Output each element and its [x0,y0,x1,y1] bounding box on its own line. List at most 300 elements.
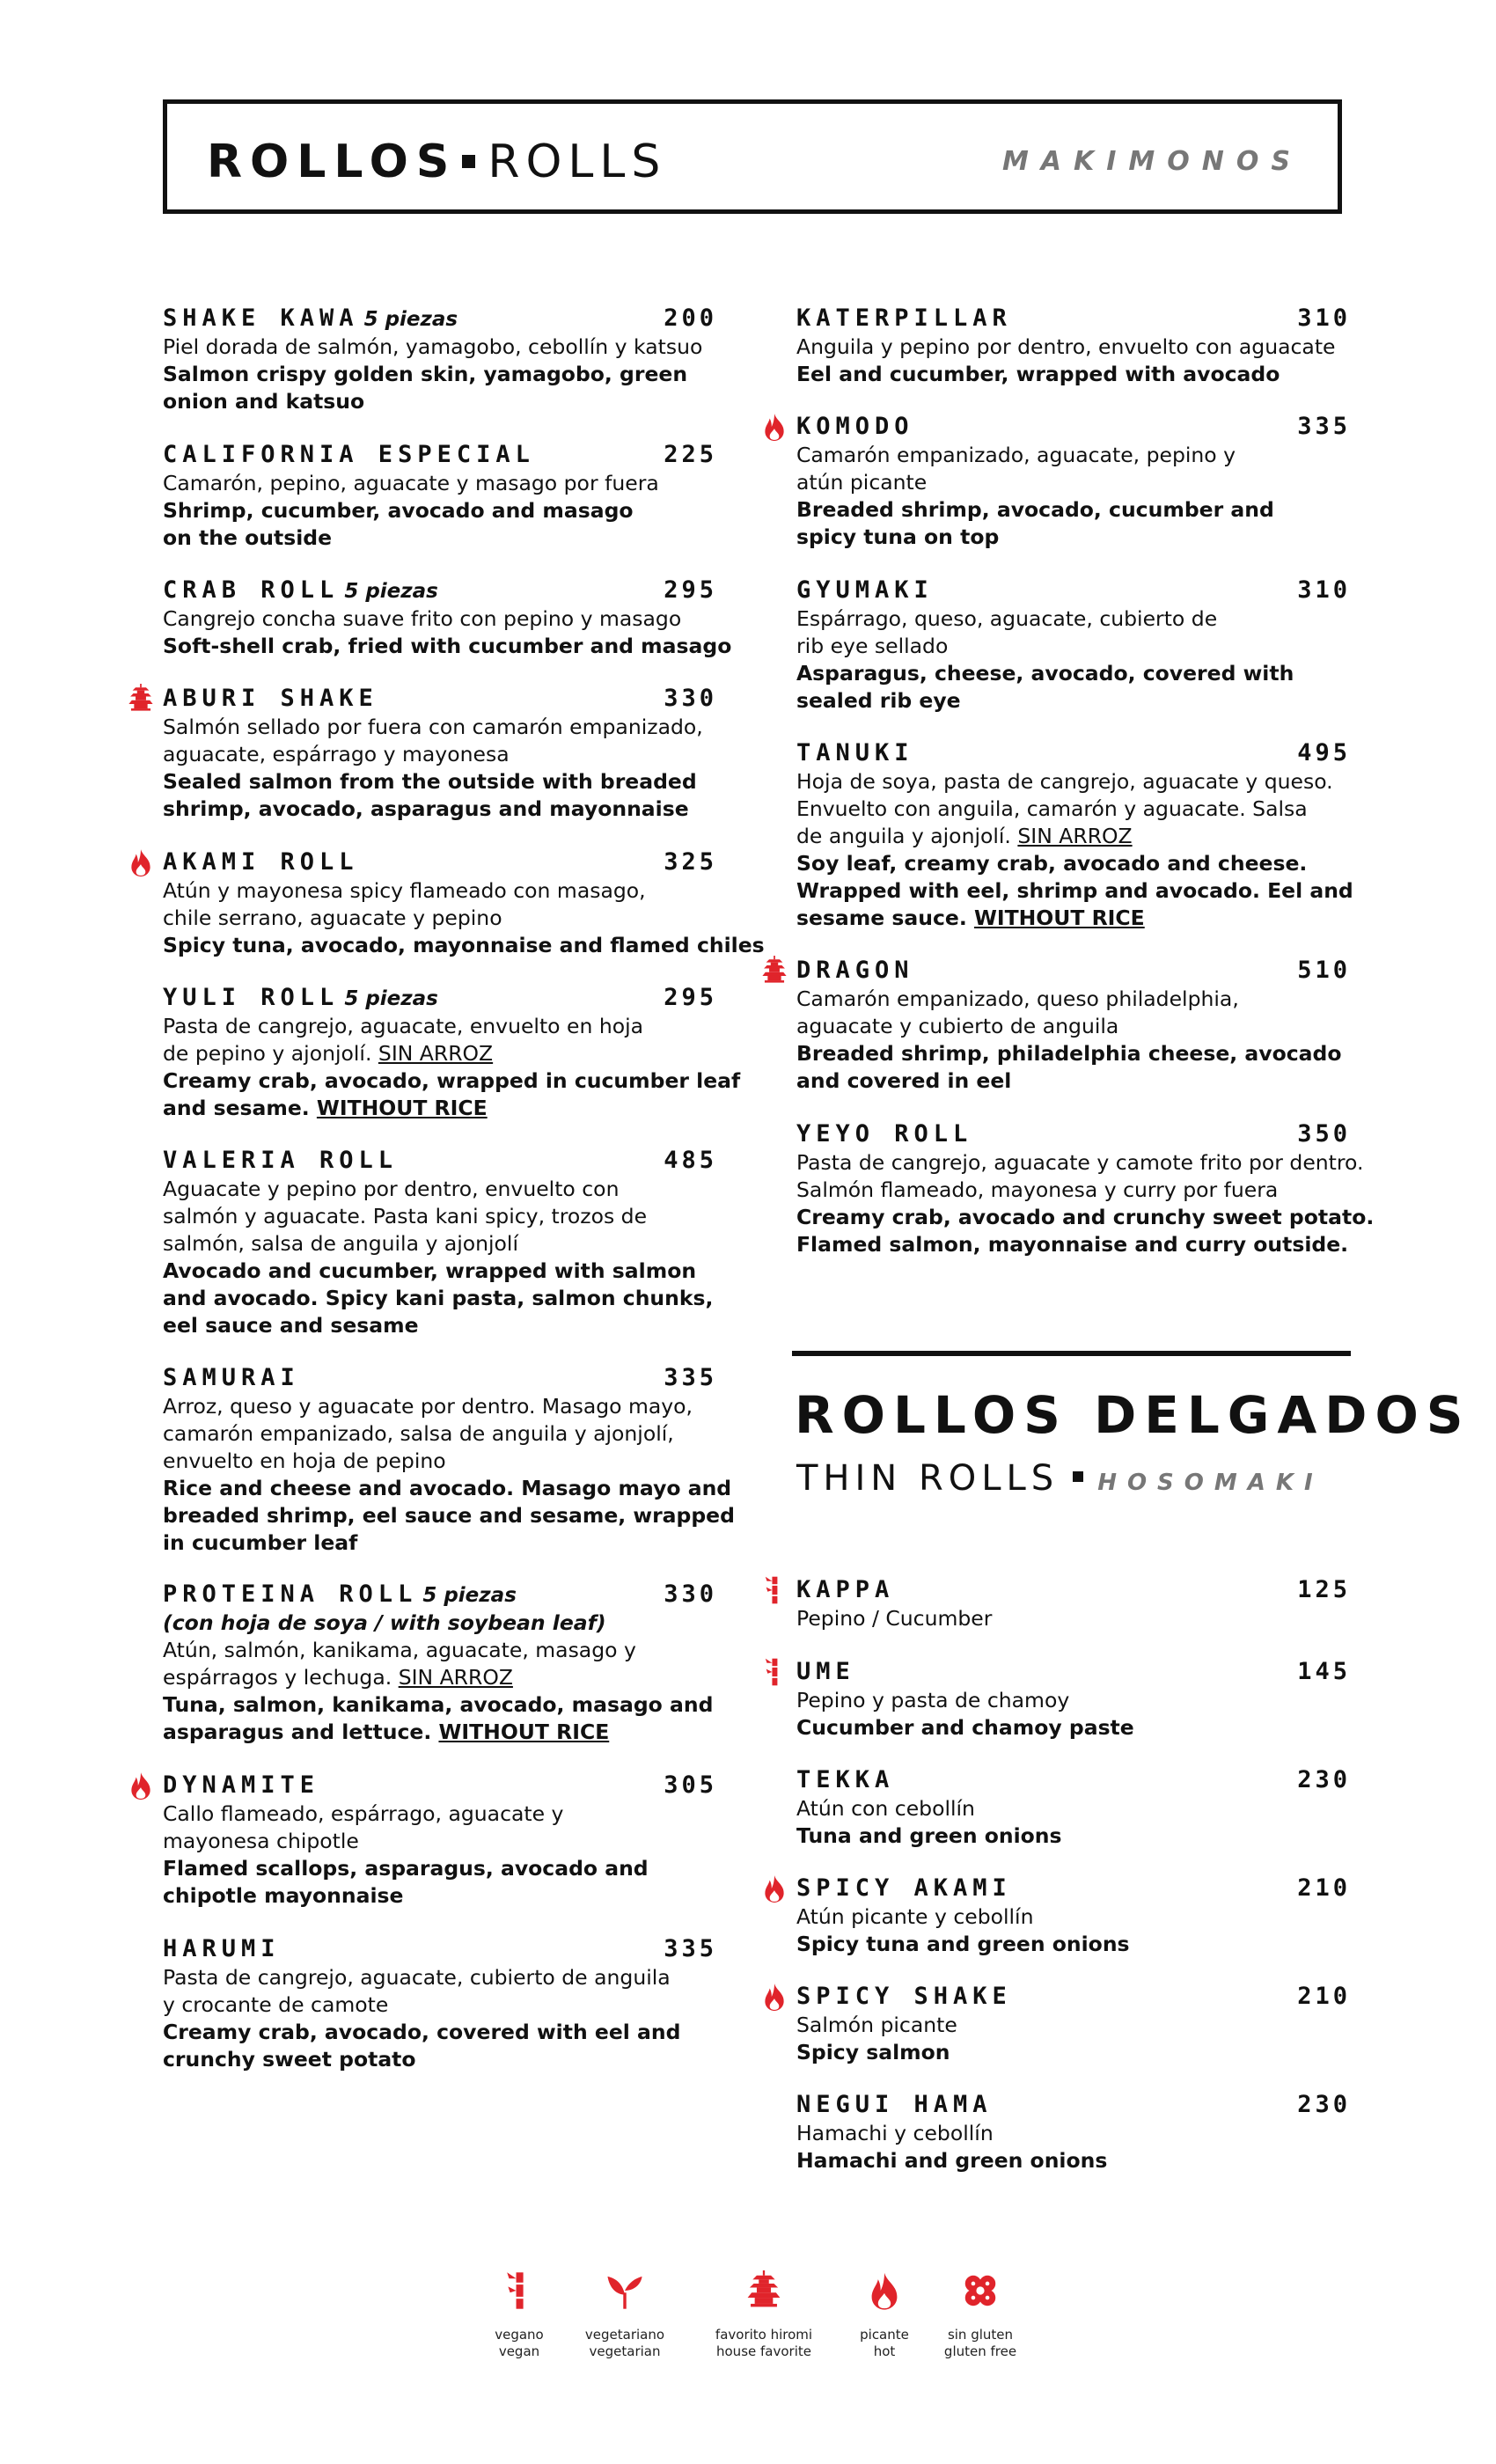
menu-item-name: KOMODO [796,413,914,440]
menu-item-desc-es [163,714,717,741]
flame-icon [759,1874,791,1905]
menu-item-desc-es [163,1040,717,1067]
desc-text: Hoja de soya, pasta de cangrejo, aguacate y queso. [796,769,1333,794]
menu-item-name: NEGUI HAMA [796,2091,993,2118]
menu-item-price: 200 [664,304,717,332]
menu-item-header [796,738,1351,768]
desc-text: Camarón empanizado, queso philadelphia, [796,986,1239,1011]
menu-item-desc-en [163,1258,717,1285]
menu-item-desc-en [796,1067,1351,1095]
desc-text: salmón y aguacate. Pasta kani spicy, trozos de [163,1204,648,1228]
flame-icon [126,847,158,879]
menu-item-desc-es [163,1230,717,1258]
menu-item-name: YEYO ROLL [796,1120,973,1148]
desc-text: sesame sauce. [796,906,967,930]
desc-text: crunchy sweet potato [163,2047,416,2072]
menu-item-price: 330 [664,1580,717,1608]
menu-item-name: ABURI SHAKE [163,685,378,712]
menu-item-name: UME [796,1658,855,1685]
menu-item-desc-es [163,1637,717,1664]
flame-icon [126,1771,158,1802]
menu-item-name: SPICY AKAMI [796,1874,1012,1902]
menu-item-spicy-shake [796,1982,1351,2066]
menu-item-header [796,1657,1351,1687]
legend-label-es: vegano [495,2327,544,2343]
menu-item-desc-es [163,1991,717,2019]
menu-item-desc-es [796,2012,1351,2039]
menu-item-price: 485 [664,1147,717,1174]
desc-text: atún picante [796,470,928,495]
menu-item-price: 295 [664,576,717,604]
desc-text: Creamy crab, avocado, covered with eel and [163,2020,681,2044]
subtitle-separator [1073,1471,1083,1482]
menu-item-price: 305 [664,1771,717,1799]
desc-text: aguacate, espárrago y mayonesa [163,742,510,766]
menu-item-header [796,1119,1351,1149]
desc-text: Espárrago, queso, aguacate, cubierto de [796,606,1218,631]
menu-item-header [163,684,717,714]
menu-item-desc-es [796,1149,1364,1177]
desc-text: rib eye sellado [796,634,949,658]
menu-item-crab-roll [163,576,732,660]
desc-text: and covered in eel [796,1068,1012,1093]
menu-item-desc-en [796,1931,1351,1958]
menu-item-desc-en [163,796,717,823]
desc-text: Breaded shrimp, avocado, cucumber and [796,497,1274,522]
menu-item-desc-es [796,442,1351,469]
menu-item-price: 310 [1297,304,1351,332]
desc-text: Atún, salmón, kanikama, aguacate, masago y [163,1638,636,1662]
menu-item-desc-es [796,605,1351,633]
gluten-free-icon [919,2270,1042,2311]
legend-label-en: vegan [498,2343,540,2359]
desc-text: Salmon crispy golden skin, yamagobo, green [163,362,688,386]
menu-item-price: 335 [664,1364,717,1391]
legend-item-gluten-free [919,2270,1042,2360]
menu-item-desc-en [796,905,1351,932]
vegan-icon [759,1657,791,1689]
menu-item-price: 510 [1297,957,1351,984]
desc-text: Atún con cebollín [796,1796,975,1821]
menu-item-desc-es [163,1420,717,1448]
menu-item-desc-es [796,823,1351,850]
menu-item-desc-es [796,1013,1351,1040]
legend-item-vegan [458,2270,581,2360]
menu-item-desc-es [796,633,1351,660]
menu-item-header [163,1146,717,1176]
legend-label-es: favorito hiromi [715,2327,813,2343]
rice-tag: SIN ARROZ [378,1041,494,1066]
legend-label-en: hot [873,2343,896,2359]
menu-item-price: 310 [1297,576,1351,604]
menu-item-desc-en [796,1231,1351,1258]
desc-text: eel sauce and sesame [163,1313,419,1338]
menu-item-tekka [796,1765,1351,1850]
desc-text: Pepino / Cucumber [796,1606,993,1631]
menu-item-desc-en [796,687,1351,715]
desc-text: Salmón flameado, mayonesa y curry por fuera [796,1177,1279,1202]
desc-text: Cangrejo concha suave frito con pepino y masago [163,606,682,631]
menu-item-yuli-roll [163,983,741,1122]
desc-text: Pepino y pasta de chamoy [796,1688,1070,1712]
desc-text: sealed rib eye [796,688,961,713]
desc-text: Flamed salmon, mayonnaise and curry outside. [796,1232,1349,1257]
menu-item-name: CRAB ROLL [163,576,340,604]
thin-rolls-subtitle [796,1456,1324,1505]
desc-text: Eel and cucumber, wrapped with avocado [796,362,1280,386]
menu-item-desc-es [163,1828,717,1855]
menu-item-header [163,440,717,470]
desc-text: asparagus and lettuce. [163,1720,432,1744]
desc-text: Atún picante y cebollín [796,1904,1034,1929]
menu-item-desc-en [163,2046,717,2073]
menu-item-desc-en [796,1040,1351,1067]
desc-text: Callo flameado, espárrago, aguacate y [163,1801,564,1826]
menu-item-header [163,576,717,605]
menu-item-name: DYNAMITE [163,1771,320,1799]
desc-text: camarón empanizado, salsa de anguila y ajonjolí, [163,1421,674,1446]
legend-label-en: vegetarian [589,2343,661,2359]
menu-item-header [796,412,1351,442]
legend-label [919,2327,1042,2360]
desc-text: Asparagus, cheese, avocado, covered with [796,661,1294,686]
vegan-icon [458,2270,581,2311]
desc-text: Spicy tuna and green onions [796,1932,1130,1956]
vegetarian-icon [563,2270,686,2311]
desc-text: in cucumber leaf [163,1530,358,1555]
menu-item-shake-kawa [163,304,717,415]
menu-item-header [796,956,1351,986]
menu-item-desc-es [163,334,717,361]
menu-item-dragon [796,956,1351,1095]
menu-item-desc-en [163,1095,717,1122]
menu-item-price: 295 [664,984,717,1011]
menu-item-desc-en [163,388,717,415]
desc-text: shrimp, avocado, asparagus and mayonnaise [163,796,689,821]
menu-item-negui-hama [796,2090,1351,2174]
menu-item-desc-en [163,1719,717,1746]
menu-item-pieces: 5 piezas [363,308,458,331]
menu-item-price: 125 [1297,1576,1351,1603]
menu-item-samurai [163,1363,735,1557]
legend-item-house-favorite [702,2270,825,2360]
desc-text: Shrimp, cucumber, avocado and masago [163,498,634,523]
menu-item-yeyo-roll [796,1119,1375,1258]
menu-item-price: 335 [1297,413,1351,440]
desc-text: Rice and cheese and avocado. Masago mayo and [163,1476,732,1500]
rice-tag: WITHOUT RICE [973,906,1145,930]
menu-item-komodo [796,412,1351,551]
menu-item-pieces: 5 piezas [344,987,438,1010]
thin-rolls-subtitle-jp: HOSOMAKI [1097,1470,1324,1496]
pagoda-icon [759,956,791,987]
menu-item-name: KAPPA [796,1576,895,1603]
menu-item-price: 230 [1297,2091,1351,2118]
menu-item-name: PROTEINA ROLL [163,1580,418,1608]
desc-text: onion and katsuo [163,389,365,414]
desc-text: Atún y mayonesa spicy flameado con masago, [163,878,646,903]
menu-item-subnote: (con hoja de soya / with soybean leaf) [163,1610,606,1635]
desc-text: Sealed salmon from the outside with breaded [163,769,697,794]
menu-item-desc-en [796,524,1351,551]
pagoda-icon [702,2270,825,2311]
menu-item-desc-es [163,1176,717,1203]
desc-text: y crocante de camote [163,1992,389,2017]
menu-item-name: GYUMAKI [796,576,934,604]
menu-item-name: HARUMI [163,1935,281,1962]
pagoda-icon [126,684,158,715]
menu-item-desc-en [163,524,717,552]
desc-text: Envuelto con anguila, camarón y aguacate. Salsa [796,796,1308,821]
legend-item-vegetarian [563,2270,686,2360]
menu-item-name: SPICY SHAKE [796,1983,1012,2010]
desc-text: Camarón, pepino, aguacate y masago por fuera [163,471,659,495]
menu-item-desc-es [796,1903,1351,1931]
menu-item-kappa [796,1575,1351,1632]
menu-item-desc-es [163,1013,717,1040]
menu-item-desc-en [163,1529,717,1557]
menu-item-header [163,304,717,334]
menu-item-katerpillar [796,304,1351,388]
menu-item-header [796,1575,1351,1605]
menu-item-dynamite [163,1771,717,1910]
menu-item-desc-es [163,1664,717,1691]
menu-item-desc-en [163,1475,732,1502]
menu-item-desc-es [163,605,717,633]
menu-item-desc-es [163,905,717,932]
legend-label [458,2327,581,2360]
menu-item-desc-en [163,1882,717,1910]
rice-tag: SIN ARROZ [398,1665,513,1690]
desc-text: Aguacate y pepino por dentro, envuelto con [163,1177,620,1201]
desc-text: on the outside [163,525,333,550]
desc-text: Salmón picante [796,2013,957,2037]
menu-item-desc-en [796,2039,1351,2066]
desc-text: Hamachi y cebollín [796,2121,994,2145]
menu-item-desc-es [796,1795,1351,1822]
desc-text: Soft-shell crab, fried with cucumber and masago [163,634,732,658]
menu-item-desc-en [163,1855,717,1882]
rice-tag: WITHOUT RICE [316,1096,488,1120]
menu-item-name: CALIFORNIA ESPECIAL [163,441,535,468]
desc-text: Spicy tuna, avocado, mayonnaise and flamed chiles [163,933,765,957]
desc-text: Cucumber and chamoy paste [796,1715,1134,1740]
desc-text: mayonesa chipotle [163,1829,359,1853]
header-subtitle: MAKIMONOS [1001,146,1302,177]
menu-item-price: 335 [664,1935,717,1962]
header-box [163,99,1342,214]
desc-text: Piel dorada de salmón, yamagobo, cebollín y katsuo [163,334,703,359]
menu-item-desc-es [163,470,717,497]
legend-label-en: gluten free [943,2343,1017,2359]
menu-item-price: 325 [664,848,717,876]
desc-text: Pasta de cangrejo, aguacate, cubierto de anguila [163,1965,671,1990]
menu-item-desc-es [796,1177,1351,1204]
menu-item-name: TEKKA [796,1766,895,1793]
legend-label [702,2327,825,2360]
menu-item-desc-en [796,496,1351,524]
desc-text: Creamy crab, avocado and crunchy sweet potato. [796,1205,1375,1229]
menu-item-desc-en [796,660,1351,687]
menu-item-desc-en [163,1691,717,1719]
desc-text: de pepino y ajonjolí. [163,1041,372,1066]
menu-item-name: VALERIA ROLL [163,1147,399,1174]
legend-label-es: picante [860,2327,909,2343]
menu-item-desc-es [163,1393,717,1420]
menu-item-desc-en [796,1714,1351,1742]
title-en: ROLLS [488,136,667,188]
menu-item-desc-es [163,1800,717,1828]
section-divider [792,1351,1351,1356]
menu-item-harumi [163,1934,717,2073]
menu-item-desc-es [163,877,717,905]
legend-label [563,2327,686,2360]
desc-text: Pasta de cangrejo, aguacate, envuelto en hoja [163,1014,644,1038]
menu-item-header [163,847,717,877]
menu-item-tanuki [796,738,1351,932]
menu-item-price: 145 [1297,1658,1351,1685]
menu-item-price: 330 [664,685,717,712]
menu-item-california-especial [163,440,717,552]
menu-item-header [796,1982,1351,2012]
vegan-icon [759,1575,791,1607]
menu-item-header [796,1874,1351,1903]
menu-item-desc-en [163,1285,717,1312]
menu-item-desc-es [796,2120,1351,2147]
menu-item-price: 230 [1297,1766,1351,1793]
menu-item-akami-roll [163,847,765,959]
desc-text: salmón, salsa de anguila y ajonjolí [163,1231,518,1256]
menu-item-spicy-akami [796,1874,1351,1958]
menu-item-ume [796,1657,1351,1742]
menu-item-desc-en [796,1204,1375,1231]
menu-item-desc-es [796,1605,1351,1632]
menu-item-aburi-shake [163,684,717,823]
menu-item-desc-es [796,469,1351,496]
menu-item-desc-es [163,741,717,768]
menu-item-desc-en [163,497,717,524]
desc-text: espárragos y lechuga. [163,1665,392,1690]
menu-item-name: TANUKI [796,739,914,766]
menu-item-desc-en [163,1067,741,1095]
menu-item-desc-en [796,361,1351,388]
menu-item-header [163,1363,717,1393]
desc-text: Hamachi and green onions [796,2148,1108,2173]
menu-item-header [796,1765,1351,1795]
legend-label-en: house favorite [716,2343,811,2359]
menu-item-desc-es [796,986,1351,1013]
menu-item-price: 495 [1297,739,1351,766]
menu-item-desc-es [163,1203,717,1230]
title-es: ROLLOS [207,136,458,188]
menu-item-header [796,576,1351,605]
menu-item-header [796,2090,1351,2120]
menu-item-header [163,983,717,1013]
menu-item-header [796,304,1351,334]
desc-text: spicy tuna on top [796,524,1000,549]
desc-text: Tuna, salmon, kanikama, avocado, masago and [163,1692,714,1717]
menu-item-desc-en [163,932,765,959]
menu-item-name: DRAGON [796,957,914,984]
desc-text: Anguila y pepino por dentro, envuelto con aguacate [796,334,1336,359]
menu-item-name: SHAKE KAWA [163,304,359,332]
menu-item-desc-en [163,2019,717,2046]
rice-tag: SIN ARROZ [1017,824,1133,848]
menu-item-desc-es [796,796,1351,823]
menu-item-desc-en [796,850,1351,877]
menu-item-desc-es [796,1687,1351,1714]
desc-text: de anguila y ajonjolí. [796,824,1011,848]
menu-item-desc-en [796,877,1351,905]
desc-text: Tuna and green onions [796,1823,1062,1848]
desc-text: Breaded shrimp, philadelphia cheese, avocado [796,1041,1342,1066]
menu-item-pieces: 5 piezas [344,580,438,603]
desc-text: chile serrano, aguacate y pepino [163,906,502,930]
flame-icon [759,1982,791,2013]
legend-label-es: vegetariano [584,2327,665,2343]
menu-item-header [163,1934,717,1964]
menu-item-name: SAMURAI [163,1364,300,1391]
desc-text: and sesame. [163,1096,310,1120]
desc-text: breaded shrimp, eel sauce and sesame, wrapped [163,1503,735,1528]
menu-item-name: AKAMI ROLL [163,848,359,876]
desc-text: Avocado and cucumber, wrapped with salmon [163,1258,697,1283]
menu-item-desc-es [163,1964,717,1991]
desc-text: Pasta de cangrejo, aguacate y camote frito por dentro. [796,1150,1364,1175]
desc-text: Wrapped with eel, shrimp and avocado. Eel and [796,878,1353,903]
page-title [207,136,666,188]
desc-text: Flamed scallops, asparagus, avocado and [163,1856,649,1881]
menu-item-desc-en [163,1502,735,1529]
rice-tag: WITHOUT RICE [438,1720,610,1744]
menu-item-desc-es [796,768,1351,796]
menu-item-desc-en [163,633,732,660]
legend [0,2270,1496,2394]
menu-item-header [163,1580,717,1610]
menu-item-desc-en [796,1822,1351,1850]
desc-text: envuelto en hoja de pepino [163,1448,446,1473]
desc-text: aguacate y cubierto de anguila [796,1014,1119,1038]
thin-rolls-subtitle-en: THIN ROLLS [796,1458,1060,1499]
legend-label-es: sin gluten [947,2327,1014,2343]
menu-item-proteina-roll [163,1580,717,1746]
menu-item-desc-es [796,334,1351,361]
menu-item-pieces: 5 piezas [422,1584,517,1607]
menu-item-desc-en [163,361,717,388]
menu-item-valeria-roll [163,1146,717,1339]
menu-item-desc-en [163,768,717,796]
menu-item-desc-es [163,1448,717,1475]
flame-icon [759,412,791,444]
menu-item-price: 210 [1297,1983,1351,2010]
desc-text: Arroz, queso y aguacate por dentro. Masago mayo, [163,1394,693,1419]
menu-item-price: 225 [664,441,717,468]
desc-text: Creamy crab, avocado, wrapped in cucumber leaf [163,1068,741,1093]
desc-text: Soy leaf, creamy crab, avocado and cheese. [796,851,1308,876]
desc-text: Salmón sellado por fuera con camarón empanizado, [163,715,703,739]
menu-item-name: YULI ROLL [163,984,340,1011]
desc-text: chipotle mayonnaise [163,1883,404,1908]
menu-item-price: 210 [1297,1874,1351,1902]
desc-text: Spicy salmon [796,2040,950,2064]
menu-item-header [163,1771,717,1800]
title-separator [462,155,475,168]
menu-item-gyumaki [796,576,1351,715]
menu-item-name: KATERPILLAR [796,304,1012,332]
desc-text: Camarón empanizado, aguacate, pepino y [796,443,1236,467]
menu-item-price: 350 [1297,1120,1351,1148]
menu-item-desc-en [796,2147,1351,2174]
